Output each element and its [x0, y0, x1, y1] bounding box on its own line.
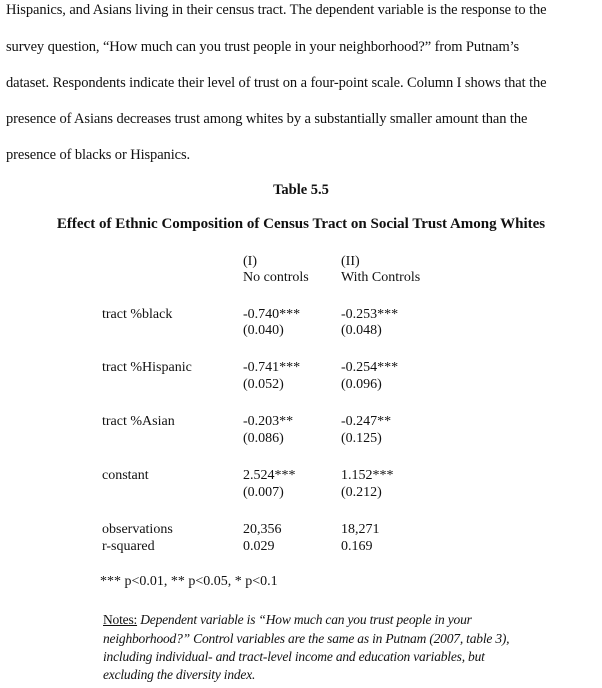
coef-hispanic-c2: -0.254***	[341, 360, 399, 375]
col1-id: (I)	[243, 254, 257, 269]
intro-line-1: Hispanics, and Asians living in their census tract. The dependent variable is the response to the	[6, 2, 547, 18]
observations-c2: 18,271	[341, 522, 380, 537]
coef-asian-c2: -0.247**	[341, 414, 392, 429]
notes-line-3: including individual- and tract-level income and education variables, but	[103, 649, 485, 664]
notes-text-1: Dependent variable is “How much can you trust people in your	[140, 612, 472, 627]
notes-line-1	[103, 612, 472, 628]
coef-hispanic-c1: -0.741***	[243, 360, 301, 375]
se-constant-c2: (0.212)	[341, 485, 382, 500]
notes-line-4: excluding the diversity index.	[103, 667, 256, 682]
se-asian-c2: (0.125)	[341, 431, 382, 446]
se-black-c2: (0.048)	[341, 323, 382, 338]
significance-note: *** p<0.01, ** p<0.05, * p<0.1	[100, 574, 278, 589]
col2-label: With Controls	[341, 270, 421, 285]
coef-black-c2: -0.253***	[341, 307, 399, 322]
row-label-observations: observations	[102, 522, 173, 537]
intro-line-2: survey question, “How much can you trust people in your neighborhood?” from Putnam’s	[6, 39, 520, 55]
se-asian-c1: (0.086)	[243, 431, 284, 446]
se-constant-c1: (0.007)	[243, 485, 284, 500]
row-label-asian: tract %Asian	[102, 414, 175, 429]
row-label-black: tract %black	[102, 307, 173, 322]
coef-asian-c1: -0.203**	[243, 414, 294, 429]
coef-black-c1: -0.740***	[243, 307, 301, 322]
intro-line-3: dataset. Respondents indicate their level of trust on a four-point scale. Column I shows that the	[6, 75, 547, 91]
intro-line-4: presence of Asians decreases trust among whites by a substantially smaller amount than the	[6, 111, 528, 127]
col1-label: No controls	[243, 270, 309, 285]
coef-constant-c1: 2.524***	[243, 468, 296, 483]
row-label-hispanic: tract %Hispanic	[102, 360, 192, 375]
observations-c1: 20,356	[243, 522, 282, 537]
rsquared-c1: 0.029	[243, 539, 275, 554]
rsquared-c2: 0.169	[341, 539, 373, 554]
table-number: Table 5.5	[273, 182, 329, 198]
table-title: Effect of Ethnic Composition of Census Tract on Social Trust Among Whites	[56, 216, 546, 232]
col2-id: (II)	[341, 254, 360, 269]
notes-line-2: neighborhood?” Control variables are the same as in Putnam (2007, table 3),	[103, 631, 510, 646]
coef-constant-c2: 1.152***	[341, 468, 394, 483]
intro-line-5: presence of blacks or Hispanics.	[6, 147, 191, 163]
row-label-rsquared: r-squared	[102, 539, 155, 554]
row-label-constant: constant	[102, 468, 149, 483]
se-hispanic-c1: (0.052)	[243, 377, 284, 392]
notes-label: Notes:	[103, 612, 138, 627]
se-hispanic-c2: (0.096)	[341, 377, 382, 392]
se-black-c1: (0.040)	[243, 323, 284, 338]
